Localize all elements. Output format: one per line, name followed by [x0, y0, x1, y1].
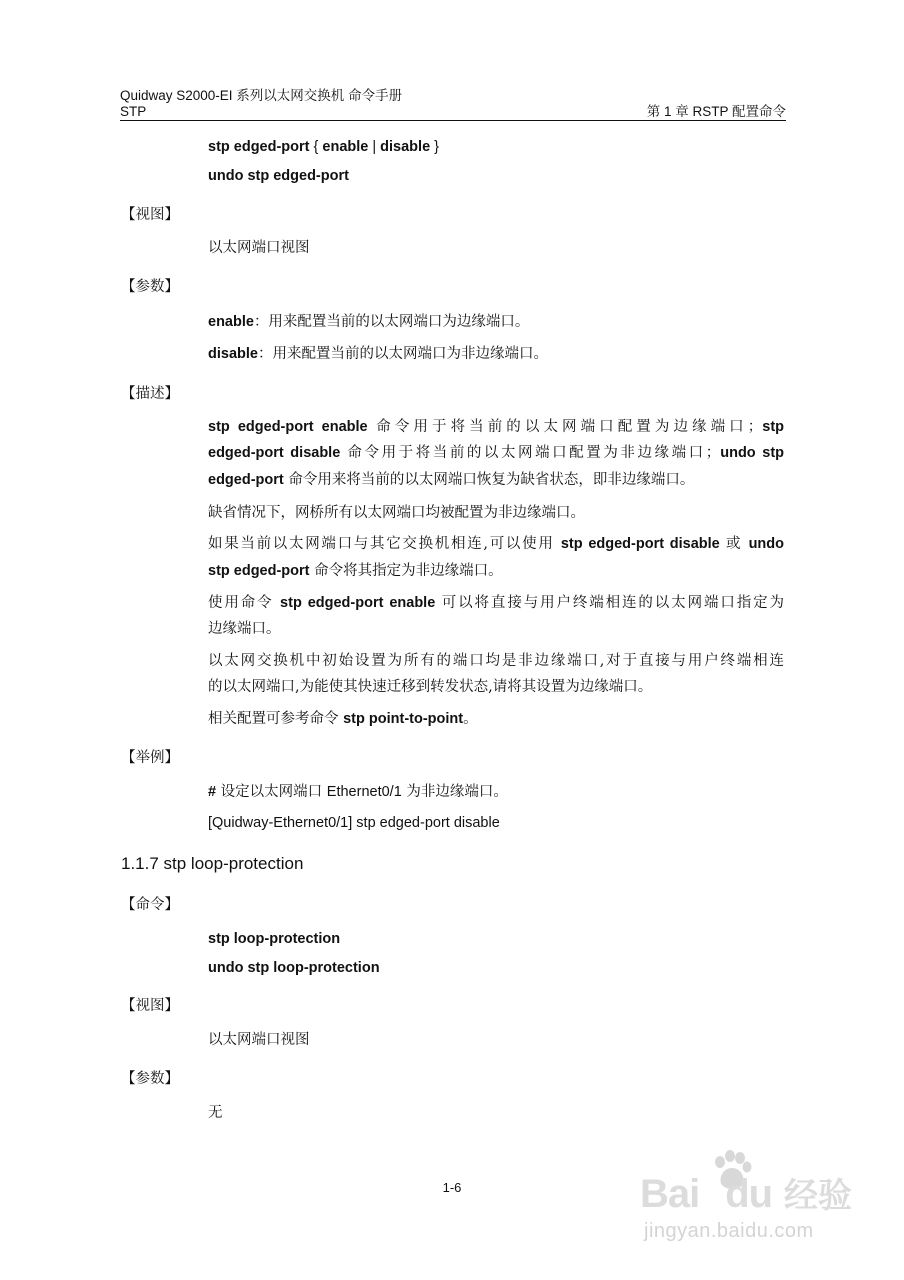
command-syntax-2: undo stp edged-port	[208, 168, 349, 184]
page-number: 1-6	[442, 1180, 462, 1195]
view-text-2: 以太网端口视图	[208, 1032, 310, 1048]
example-label: 【举例】	[121, 750, 179, 766]
command-label: 【命令】	[121, 897, 179, 913]
description-line-1: stp edged-port enable 命令用于将当前的以太网端口配置为边缘端口；stp	[208, 419, 784, 435]
section-heading: 1.1.7 stp loop-protection	[121, 854, 304, 873]
command-syntax-1: stp edged-port { enable | disable }	[208, 139, 440, 155]
example-command: [Quidway-Ethernet0/1] stp edged-port disable	[208, 815, 500, 831]
params-label: 【参数】	[121, 279, 179, 295]
command-syntax-4: undo stp loop-protection	[208, 960, 380, 976]
description-paragraph-3-line-2: stp edged-port 命令将其指定为非边缘端口。	[208, 563, 503, 579]
description-line-3: edged-port 命令用来将当前的以太网端口恢复为缺省状态，即非边缘端口。	[208, 472, 695, 488]
jingyan-logo-text: 经验	[784, 1176, 852, 1216]
params-label-2: 【参数】	[121, 1071, 179, 1087]
description-line-2: edged-port disable 命令用于将当前的以太网端口配置为非边缘端口；undo stp	[208, 445, 785, 461]
params-text-2: 无	[208, 1105, 223, 1121]
header-chapter-title: 第 1 章 RSTP 配置命令	[646, 104, 786, 119]
description-paragraph-5-line-1: 以太网交换机中初始设置为所有的端口均是非边缘端口,对于直接与用户终端相连	[208, 653, 784, 669]
baidu-jingyan-watermark	[640, 1150, 870, 1245]
description-paragraph-4-line-2: 边缘端口。	[208, 621, 281, 637]
view-label: 【视图】	[121, 207, 179, 223]
header-chapter-short: STP	[120, 104, 147, 119]
header-rule	[120, 120, 786, 121]
param-enable: enable：用来配置当前的以太网端口为边缘端口。	[208, 314, 530, 330]
header-title: Quidway S2000-EI 系列以太网交换机 命令手册	[120, 88, 403, 103]
description-label: 【描述】	[121, 386, 179, 402]
watermark-url: jingyan.baidu.com	[644, 1220, 814, 1242]
example-comment: # 设定以太网端口 Ethernet0/1 为非边缘端口。	[208, 784, 508, 800]
description-paragraph-3-line-1: 如果当前以太网端口与其它交换机相连,可以使用 stp edged-port disable 或 undo	[208, 536, 784, 552]
baidu-logo-text: Bai du	[640, 1172, 773, 1216]
view-text: 以太网端口视图	[208, 240, 310, 256]
description-paragraph-5-line-2: 的以太网端口,为能使其快速迁移到转发状态,请将其设置为边缘端口。	[208, 679, 653, 695]
description-paragraph-6: 相关配置可参考命令 stp point-to-point。	[208, 711, 478, 727]
view-label-2: 【视图】	[121, 998, 179, 1014]
param-disable: disable：用来配置当前的以太网端口为非边缘端口。	[208, 346, 548, 362]
command-syntax-3: stp loop-protection	[208, 931, 341, 947]
description-paragraph-2: 缺省情况下，网桥所有以太网端口均被配置为非边缘端口。	[208, 505, 585, 521]
description-paragraph-4-line-1: 使用命令 stp edged-port enable 可以将直接与用户终端相连的以太网端口指定为	[208, 595, 784, 611]
